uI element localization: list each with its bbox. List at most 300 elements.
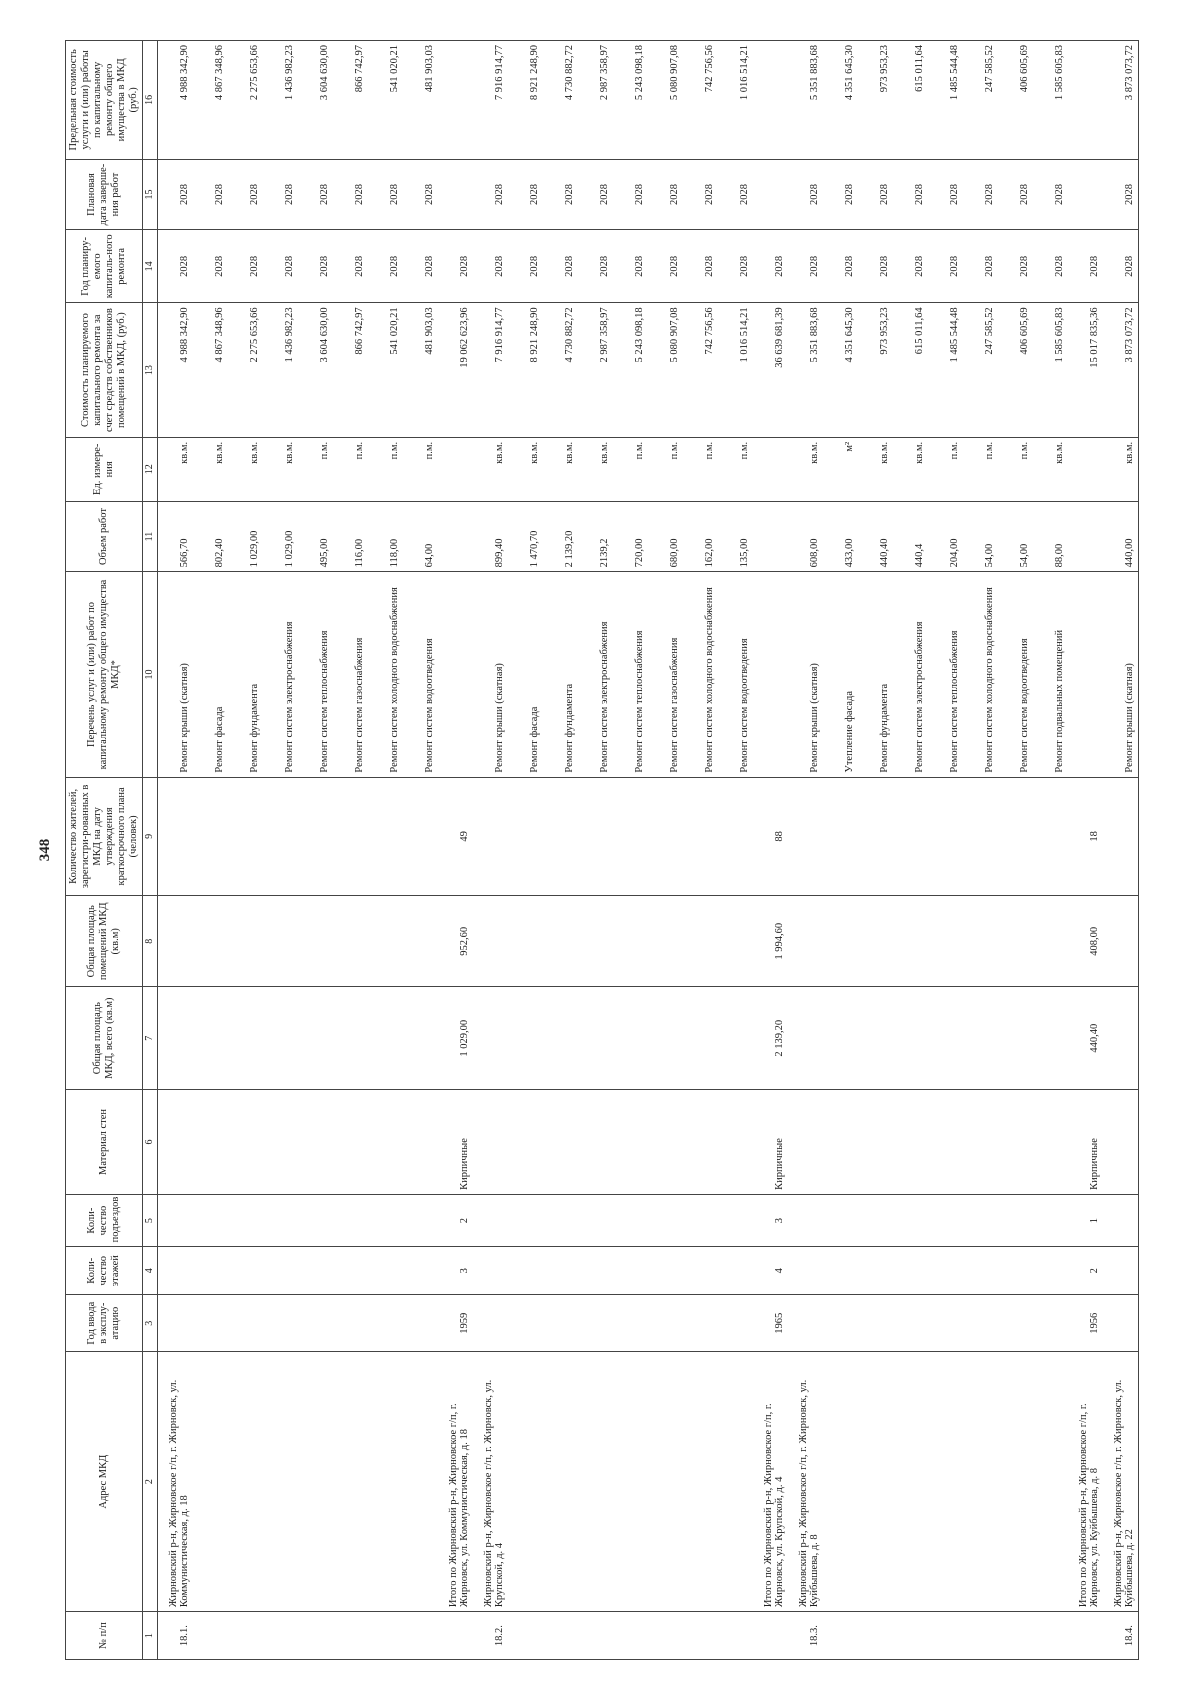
work-type-cell: Ремонт фасада xyxy=(193,572,228,777)
table-row xyxy=(157,41,193,1660)
address-cell xyxy=(368,1352,403,1612)
year-built-cell xyxy=(963,1295,998,1352)
work-volume-cell: 495,00 xyxy=(298,501,333,572)
cost-limit-cell: 742 756,56 xyxy=(683,41,718,160)
entrances-cell xyxy=(473,1194,508,1246)
cost-limit-cell: 1 585 605,83 xyxy=(1033,41,1068,160)
wall-material-cell xyxy=(403,1089,438,1194)
repair-year-cell: 2028 xyxy=(298,230,333,303)
year-built-cell: 1956 xyxy=(1068,1295,1103,1352)
premises-area-cell: 952,60 xyxy=(438,896,473,987)
work-type-cell: Ремонт крыши (скатная) xyxy=(157,572,193,777)
completion-date-cell: 2028 xyxy=(998,159,1033,230)
entrances-cell xyxy=(368,1194,403,1246)
column-number: 1 xyxy=(143,1612,158,1660)
work-volume-cell: 118,00 xyxy=(368,501,403,572)
completion-date-cell: 2028 xyxy=(508,159,543,230)
completion-date-cell: 2028 xyxy=(228,159,263,230)
wall-material-cell xyxy=(368,1089,403,1194)
work-type-cell: Ремонт систем теплоснабжения xyxy=(928,572,963,777)
column-number: 5 xyxy=(143,1194,158,1246)
planned-cost-cell: 7 916 914,77 xyxy=(473,303,508,438)
table-header xyxy=(66,41,158,1660)
table-row xyxy=(928,41,963,1660)
entrances-cell xyxy=(403,1194,438,1246)
total-area-cell xyxy=(1033,987,1068,1090)
floors-cell xyxy=(858,1247,893,1295)
floors-cell xyxy=(508,1247,543,1295)
wall-material-cell xyxy=(157,1089,193,1194)
planned-cost-cell: 2 987 358,97 xyxy=(578,303,613,438)
floors-cell xyxy=(403,1247,438,1295)
unit-cell: кв.м. xyxy=(893,437,928,501)
column-header: Стоимость планируемого капитального ремонта за счет средств собственников помещений в МКД, (руб.) xyxy=(66,303,143,438)
completion-date-cell: 2028 xyxy=(788,159,823,230)
entrances-cell xyxy=(1033,1194,1068,1246)
work-type-cell: Ремонт систем холодного водоснабжения xyxy=(683,572,718,777)
cost-limit-cell: 3 873 073,72 xyxy=(1103,41,1139,160)
column-header: Предельная стоимость услуги и (или) работы по капитальному ремонту общего имущества в МКД (руб.) xyxy=(66,41,143,160)
column-header: Ед. измере-ния xyxy=(66,437,143,501)
address-cell xyxy=(718,1352,753,1612)
floors-cell xyxy=(928,1247,963,1295)
work-type-cell: Ремонт систем газоснабжения xyxy=(333,572,368,777)
document-page xyxy=(35,40,1135,1660)
row-number-cell xyxy=(368,1612,403,1660)
completion-date-cell: 2028 xyxy=(718,159,753,230)
cost-limit-cell: 5 080 907,08 xyxy=(648,41,683,160)
work-type-cell: Ремонт фундамента xyxy=(858,572,893,777)
premises-area-cell xyxy=(648,896,683,987)
work-type-cell: Ремонт систем электроснабжения xyxy=(263,572,298,777)
completion-date-cell: 2028 xyxy=(403,159,438,230)
address-cell: Жирновский р-н, Жирновское г/п, г. Жирновск, ул. Коммунистическая, д. 18 xyxy=(157,1352,193,1612)
work-type-cell xyxy=(753,572,788,777)
planned-cost-cell: 8 921 248,90 xyxy=(508,303,543,438)
premises-area-cell xyxy=(858,896,893,987)
year-built-cell xyxy=(368,1295,403,1352)
column-number: 2 xyxy=(143,1352,158,1612)
table-row xyxy=(228,41,263,1660)
wall-material-cell: Кирпичные xyxy=(753,1089,788,1194)
wall-material-cell xyxy=(648,1089,683,1194)
entrances-cell xyxy=(508,1194,543,1246)
table-row xyxy=(1103,41,1139,1660)
residents-cell xyxy=(1033,777,1068,896)
entrances-cell xyxy=(333,1194,368,1246)
cost-limit-cell: 7 916 914,77 xyxy=(473,41,508,160)
table-row xyxy=(298,41,333,1660)
wall-material-cell xyxy=(473,1089,508,1194)
unit-cell: кв.м. xyxy=(543,437,578,501)
table-row xyxy=(788,41,823,1660)
column-number: 3 xyxy=(143,1295,158,1352)
premises-area-cell xyxy=(1033,896,1068,987)
wall-material-cell: Кирпичные xyxy=(1068,1089,1103,1194)
address-cell xyxy=(963,1352,998,1612)
address-cell xyxy=(893,1352,928,1612)
completion-date-cell: 2028 xyxy=(298,159,333,230)
unit-cell: п.м. xyxy=(298,437,333,501)
unit-cell: кв.м. xyxy=(1033,437,1068,501)
repair-year-cell: 2028 xyxy=(718,230,753,303)
row-number-cell xyxy=(1033,1612,1068,1660)
wall-material-cell xyxy=(1033,1089,1068,1194)
work-type-cell: Ремонт систем водоотведения xyxy=(998,572,1033,777)
residents-cell xyxy=(403,777,438,896)
completion-date-cell: 2028 xyxy=(473,159,508,230)
planned-cost-cell: 4 730 882,72 xyxy=(543,303,578,438)
work-volume-cell: 802,40 xyxy=(193,501,228,572)
repair-plan-table xyxy=(65,40,1139,1660)
work-volume-cell: 54,00 xyxy=(998,501,1033,572)
year-built-cell xyxy=(473,1295,508,1352)
floors-cell xyxy=(963,1247,998,1295)
planned-cost-cell: 866 742,97 xyxy=(333,303,368,438)
work-type-cell xyxy=(1068,572,1103,777)
unit-cell: м² xyxy=(823,437,858,501)
work-type-cell: Ремонт фундамента xyxy=(228,572,263,777)
residents-cell xyxy=(963,777,998,896)
year-built-cell xyxy=(788,1295,823,1352)
table-row xyxy=(613,41,648,1660)
cost-limit-cell: 2 987 358,97 xyxy=(578,41,613,160)
column-header: Плановая дата заверше-ния работ xyxy=(66,159,143,230)
repair-year-cell: 2028 xyxy=(998,230,1033,303)
address-cell xyxy=(998,1352,1033,1612)
table-row xyxy=(578,41,613,1660)
repair-year-cell: 2028 xyxy=(508,230,543,303)
column-number-row xyxy=(143,41,158,1660)
work-volume-cell xyxy=(438,501,473,572)
floors-cell xyxy=(263,1247,298,1295)
entrances-cell xyxy=(263,1194,298,1246)
column-header: Год ввода в эксплу-атацию xyxy=(66,1295,143,1352)
floors-cell xyxy=(193,1247,228,1295)
floors-cell: 4 xyxy=(753,1247,788,1295)
cost-limit-cell: 247 585,52 xyxy=(963,41,998,160)
premises-area-cell xyxy=(157,896,193,987)
year-built-cell xyxy=(193,1295,228,1352)
wall-material-cell xyxy=(1103,1089,1139,1194)
table-row xyxy=(648,41,683,1660)
work-volume-cell: 64,00 xyxy=(403,501,438,572)
row-number-cell xyxy=(438,1612,473,1660)
table-row xyxy=(368,41,403,1660)
wall-material-cell xyxy=(333,1089,368,1194)
repair-year-cell: 2028 xyxy=(613,230,648,303)
address-cell xyxy=(508,1352,543,1612)
completion-date-cell xyxy=(438,159,473,230)
residents-cell xyxy=(157,777,193,896)
address-cell xyxy=(228,1352,263,1612)
column-header: Объем работ xyxy=(66,501,143,572)
table-row xyxy=(508,41,543,1660)
work-type-cell: Ремонт систем теплоснабжения xyxy=(613,572,648,777)
column-header: Коли-чество подъездов xyxy=(66,1194,143,1246)
work-type-cell: Ремонт крыши (скатная) xyxy=(788,572,823,777)
entrances-cell xyxy=(157,1194,193,1246)
planned-cost-cell: 19 062 623,96 xyxy=(438,303,473,438)
wall-material-cell xyxy=(508,1089,543,1194)
completion-date-cell: 2028 xyxy=(1033,159,1068,230)
row-number-cell: 18.1. xyxy=(157,1612,193,1660)
table-body xyxy=(157,41,1138,1660)
wall-material-cell xyxy=(998,1089,1033,1194)
work-volume-cell: 162,00 xyxy=(683,501,718,572)
premises-area-cell xyxy=(578,896,613,987)
work-volume-cell: 566,70 xyxy=(157,501,193,572)
year-built-cell xyxy=(1103,1295,1139,1352)
column-header: № п/п xyxy=(66,1612,143,1660)
work-volume-cell: 720,00 xyxy=(613,501,648,572)
year-built-cell: 1965 xyxy=(753,1295,788,1352)
column-number: 6 xyxy=(143,1089,158,1194)
cost-limit-cell: 541 020,21 xyxy=(368,41,403,160)
entrances-cell xyxy=(893,1194,928,1246)
column-number: 7 xyxy=(143,987,158,1090)
residents-cell xyxy=(333,777,368,896)
year-built-cell xyxy=(1033,1295,1068,1352)
completion-date-cell: 2028 xyxy=(893,159,928,230)
unit-cell xyxy=(1068,437,1103,501)
address-cell xyxy=(613,1352,648,1612)
wall-material-cell xyxy=(788,1089,823,1194)
residents-cell xyxy=(788,777,823,896)
address-cell: Итого по Жирновский р-н, Жирновское г/п, г. Жирновск, ул. Коммунистическая, д. 18 xyxy=(438,1352,473,1612)
planned-cost-cell: 406 605,69 xyxy=(998,303,1033,438)
unit-cell: кв.м. xyxy=(228,437,263,501)
work-type-cell: Ремонт систем теплоснабжения xyxy=(298,572,333,777)
total-area-cell xyxy=(788,987,823,1090)
premises-area-cell xyxy=(963,896,998,987)
entrances-cell xyxy=(718,1194,753,1246)
total-area-cell xyxy=(613,987,648,1090)
work-type-cell: Ремонт систем водоотведения xyxy=(403,572,438,777)
work-type-cell: Ремонт систем электроснабжения xyxy=(578,572,613,777)
completion-date-cell: 2028 xyxy=(578,159,613,230)
repair-year-cell: 2028 xyxy=(263,230,298,303)
planned-cost-cell: 36 639 681,39 xyxy=(753,303,788,438)
total-area-cell xyxy=(998,987,1033,1090)
work-type-cell: Утепление фасада xyxy=(823,572,858,777)
column-header: Год планиру-емого капиталь-ного ремонта xyxy=(66,230,143,303)
work-volume-cell xyxy=(753,501,788,572)
cost-limit-cell: 3 604 630,00 xyxy=(298,41,333,160)
table-row xyxy=(753,41,788,1660)
address-cell: Итого по Жирновский р-н, Жирновское г/п, г. Жирновск, ул. Куйбышева, д. 8 xyxy=(1068,1352,1103,1612)
residents-cell xyxy=(928,777,963,896)
row-number-cell xyxy=(333,1612,368,1660)
planned-cost-cell: 4 867 348,96 xyxy=(193,303,228,438)
premises-area-cell xyxy=(788,896,823,987)
column-number: 4 xyxy=(143,1247,158,1295)
unit-cell: кв.м. xyxy=(473,437,508,501)
entrances-cell: 3 xyxy=(753,1194,788,1246)
residents-cell xyxy=(263,777,298,896)
residents-cell xyxy=(823,777,858,896)
residents-cell xyxy=(683,777,718,896)
premises-area-cell xyxy=(228,896,263,987)
floors-cell: 3 xyxy=(438,1247,473,1295)
work-volume-cell: 440,4 xyxy=(893,501,928,572)
floors-cell xyxy=(1103,1247,1139,1295)
repair-year-cell: 2028 xyxy=(333,230,368,303)
table-row xyxy=(333,41,368,1660)
work-volume-cell: 2 139,20 xyxy=(543,501,578,572)
residents-cell xyxy=(648,777,683,896)
work-volume-cell: 54,00 xyxy=(963,501,998,572)
wall-material-cell xyxy=(683,1089,718,1194)
completion-date-cell: 2028 xyxy=(543,159,578,230)
table-row xyxy=(543,41,578,1660)
row-number-cell: 18.4. xyxy=(1103,1612,1139,1660)
row-number-cell xyxy=(963,1612,998,1660)
repair-year-cell: 2028 xyxy=(1068,230,1103,303)
year-built-cell xyxy=(263,1295,298,1352)
unit-cell: п.м. xyxy=(333,437,368,501)
table-row xyxy=(858,41,893,1660)
residents-cell xyxy=(858,777,893,896)
table-row xyxy=(473,41,508,1660)
total-area-cell xyxy=(963,987,998,1090)
address-cell xyxy=(928,1352,963,1612)
planned-cost-cell: 4 351 645,30 xyxy=(823,303,858,438)
entrances-cell xyxy=(613,1194,648,1246)
planned-cost-cell: 742 756,56 xyxy=(683,303,718,438)
planned-cost-cell: 5 351 883,68 xyxy=(788,303,823,438)
row-number-cell xyxy=(228,1612,263,1660)
work-volume-cell: 899,40 xyxy=(473,501,508,572)
column-number: 13 xyxy=(143,303,158,438)
wall-material-cell xyxy=(928,1089,963,1194)
residents-cell xyxy=(893,777,928,896)
wall-material-cell xyxy=(893,1089,928,1194)
work-type-cell: Ремонт систем электроснабжения xyxy=(893,572,928,777)
planned-cost-cell: 3 873 073,72 xyxy=(1103,303,1139,438)
floors-cell xyxy=(298,1247,333,1295)
completion-date-cell xyxy=(753,159,788,230)
column-header: Количество жителей, зарегистри-рованных в МКД на дату утверждения краткосрочного плана (человек) xyxy=(66,777,143,896)
column-number: 11 xyxy=(143,501,158,572)
year-built-cell xyxy=(157,1295,193,1352)
work-volume-cell: 1 029,00 xyxy=(228,501,263,572)
cost-limit-cell: 4 730 882,72 xyxy=(543,41,578,160)
wall-material-cell xyxy=(543,1089,578,1194)
premises-area-cell xyxy=(928,896,963,987)
premises-area-cell xyxy=(508,896,543,987)
work-volume-cell: 440,40 xyxy=(858,501,893,572)
repair-year-cell: 2028 xyxy=(228,230,263,303)
year-built-cell xyxy=(578,1295,613,1352)
total-area-cell xyxy=(683,987,718,1090)
residents-cell xyxy=(578,777,613,896)
wall-material-cell xyxy=(823,1089,858,1194)
unit-cell xyxy=(753,437,788,501)
cost-limit-cell: 973 953,23 xyxy=(858,41,893,160)
premises-area-cell: 408,00 xyxy=(1068,896,1103,987)
premises-area-cell xyxy=(403,896,438,987)
residents-cell xyxy=(298,777,333,896)
wall-material-cell xyxy=(193,1089,228,1194)
floors-cell xyxy=(823,1247,858,1295)
unit-cell: п.м. xyxy=(403,437,438,501)
total-area-cell: 2 139,20 xyxy=(753,987,788,1090)
total-area-cell xyxy=(403,987,438,1090)
repair-year-cell: 2028 xyxy=(193,230,228,303)
total-area-cell xyxy=(928,987,963,1090)
floors-cell xyxy=(683,1247,718,1295)
repair-year-cell: 2028 xyxy=(473,230,508,303)
total-area-cell xyxy=(823,987,858,1090)
table-row xyxy=(1033,41,1068,1660)
entrances-cell xyxy=(298,1194,333,1246)
cost-limit-cell: 615 011,64 xyxy=(893,41,928,160)
work-volume-cell xyxy=(1068,501,1103,572)
floors-cell xyxy=(228,1247,263,1295)
floors-cell xyxy=(368,1247,403,1295)
floors-cell xyxy=(718,1247,753,1295)
entrances-cell xyxy=(823,1194,858,1246)
cost-limit-cell: 1 436 982,23 xyxy=(263,41,298,160)
residents-cell xyxy=(228,777,263,896)
column-header: Общая площадь помещений МКД (кв.м) xyxy=(66,896,143,987)
cost-limit-cell: 4 867 348,96 xyxy=(193,41,228,160)
floors-cell xyxy=(893,1247,928,1295)
row-number-cell xyxy=(543,1612,578,1660)
table-row xyxy=(718,41,753,1660)
unit-cell: п.м. xyxy=(683,437,718,501)
row-number-cell xyxy=(683,1612,718,1660)
total-area-cell xyxy=(263,987,298,1090)
planned-cost-cell: 2 275 653,66 xyxy=(228,303,263,438)
residents-cell xyxy=(473,777,508,896)
row-number-cell xyxy=(858,1612,893,1660)
repair-year-cell: 2028 xyxy=(753,230,788,303)
repair-year-cell: 2028 xyxy=(578,230,613,303)
unit-cell: п.м. xyxy=(368,437,403,501)
unit-cell: п.м. xyxy=(613,437,648,501)
floors-cell: 2 xyxy=(1068,1247,1103,1295)
cost-limit-cell: 4 351 645,30 xyxy=(823,41,858,160)
floors-cell xyxy=(578,1247,613,1295)
entrances-cell xyxy=(543,1194,578,1246)
floors-cell xyxy=(613,1247,648,1295)
table-row xyxy=(893,41,928,1660)
work-type-cell: Ремонт систем холодного водоснабжения xyxy=(368,572,403,777)
row-number-cell: 18.2. xyxy=(473,1612,508,1660)
repair-year-cell: 2028 xyxy=(648,230,683,303)
work-type-cell xyxy=(438,572,473,777)
address-cell xyxy=(403,1352,438,1612)
unit-cell: п.м. xyxy=(648,437,683,501)
row-number-cell xyxy=(578,1612,613,1660)
work-type-cell: Ремонт систем водоотведения xyxy=(718,572,753,777)
planned-cost-cell: 615 011,64 xyxy=(893,303,928,438)
repair-year-cell: 2028 xyxy=(157,230,193,303)
planned-cost-cell: 5 243 098,18 xyxy=(613,303,648,438)
unit-cell: кв.м. xyxy=(157,437,193,501)
unit-cell: п.м. xyxy=(963,437,998,501)
total-area-cell xyxy=(368,987,403,1090)
cost-limit-cell: 406 605,69 xyxy=(998,41,1033,160)
entrances-cell xyxy=(928,1194,963,1246)
total-area-cell xyxy=(893,987,928,1090)
row-number-cell xyxy=(613,1612,648,1660)
cost-limit-cell xyxy=(438,41,473,160)
total-area-cell xyxy=(157,987,193,1090)
unit-cell: кв.м. xyxy=(578,437,613,501)
